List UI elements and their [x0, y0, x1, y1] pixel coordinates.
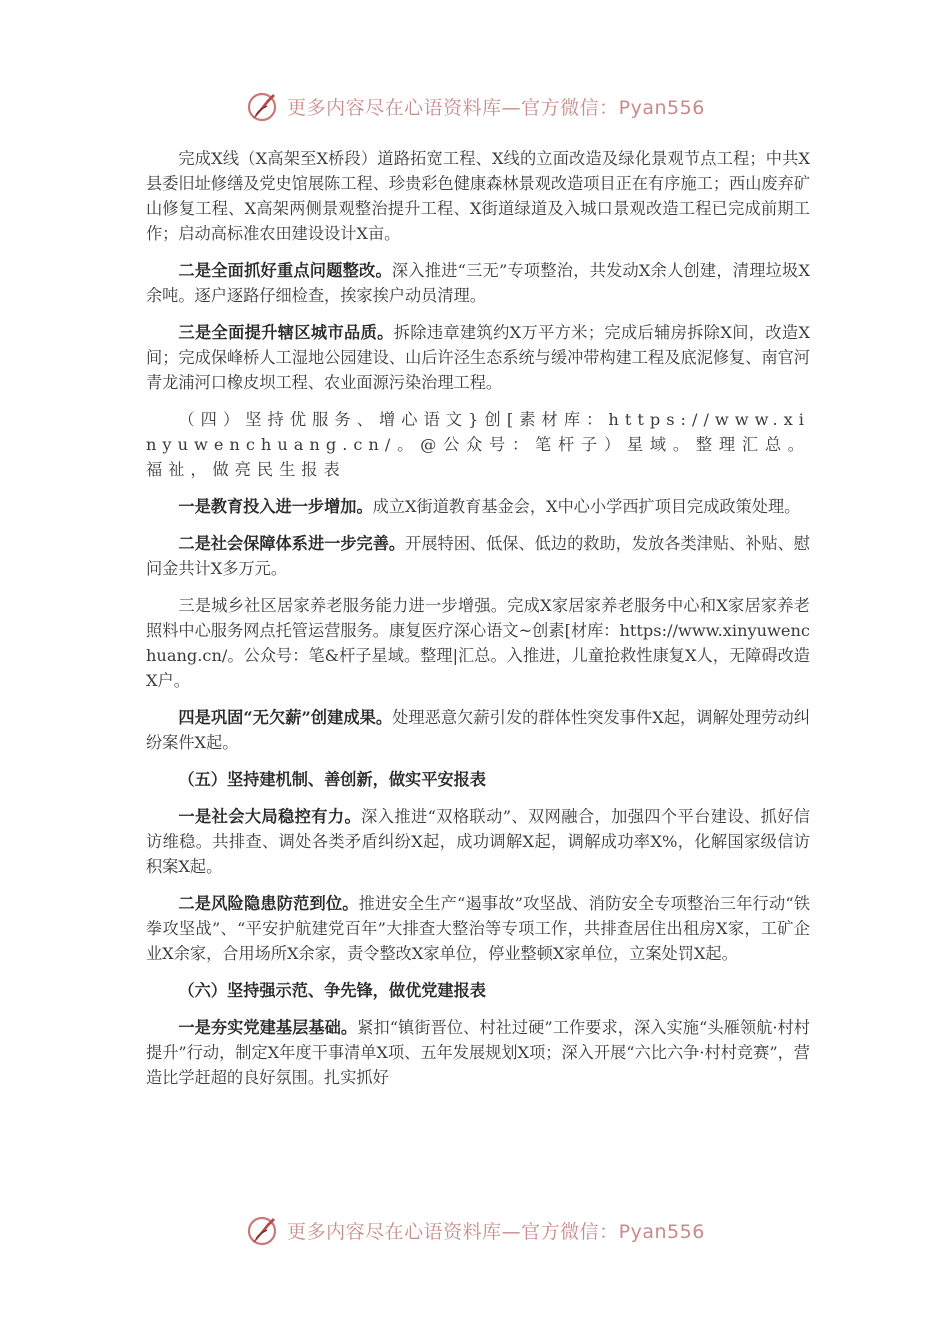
paragraph-1: 完成X线（X高架至X桥段）道路拓宽工程、X线的立面改造及绿化景观节点工程；中共X县委旧址修缮及党史馆展陈工程、珍贵彩色健康森林景观改造项目正在有序施工；西山废弃矿山修复工程、X高架两侧景观整治提升工程、X街道绿道及入城口景观改造工程已完成前期工作；启动高标准农田建设设计X亩。	[146, 149, 810, 243]
paragraph-9: 一是社会大局稳控有力。深入推进“双格联动”、双网融合，加强四个平台建设、抓好信访维稳。共排查、调处各类矛盾纠纷X起，成功调解X起，调解成功率X%，化解国家级信访积案X起。	[146, 807, 810, 876]
paragraph-11: 一是夯实党建基层基础。紧扣“镇街晋位、村社过硬”工作要求，深入实施“头雁领航·村村提升”行动，制定X年度干事清单X项、五年发展规划X项；深入开展“六比六争·村村竞赛”，营造比学赶超的良好氛围。扎实抓好	[146, 1018, 810, 1087]
banner-text: 更多内容尽在心语资料库—官方微信：Pyan556	[287, 96, 705, 119]
pen-nib-circle-icon	[245, 1212, 281, 1248]
paragraph-8: 四是巩固“无欠薪”创建成果。处理恶意欠薪引发的群体性突发事件X起，调解处理劳动纠纷案件X起。	[146, 708, 810, 752]
header-banner	[0, 84, 950, 128]
paragraph-5: 一是教育投入进一步增加。成立X街道教育基金会，X中心小学西扩项目完成政策处理。	[178, 497, 801, 516]
footer-banner	[0, 1208, 950, 1252]
section-heading-4: （四）坚持优服务、增心语文}创[素材库：https://www.xinyuwenchuang.cn/。@公众号：笔杆子）星域。整理汇总。福祉，做亮民生报表	[146, 410, 810, 479]
document-body	[146, 146, 810, 1102]
banner-text: 更多内容尽在心语资料库—官方微信：Pyan556	[287, 1220, 705, 1243]
paragraph-6: 二是社会保障体系进一步完善。开展特困、低保、低边的救助，发放各类津贴、补贴、慰问金共计X多万元。	[146, 534, 810, 578]
section-heading-6: （六）坚持强示范、争先锋，做优党建报表	[178, 981, 486, 1000]
paragraph-7: 三是城乡社区居家养老服务能力进一步增强。完成X家居家养老服务中心和X家居家养老照料中心服务网点托管运营服务。康复医疗深心语文~创素[材库：https://www.xinyuwenchuang.cn/。公众号：笔&杆子星域。整理|汇总。入推进，儿童抢救性康复X人，无障碍改造X户。	[146, 596, 810, 690]
paragraph-3: 三是全面提升辖区城市品质。拆除违章建筑约X万平方米；完成后辅房拆除X间，改造X间；完成保峰桥人工湿地公园建设、山后许泾生态系统与缓冲带构建工程及底泥修复、南官河青龙浦河口橡皮坝工程、农业面源污染治理工程。	[146, 323, 810, 392]
paragraph-2: 二是全面抓好重点问题整改。深入推进“三无”专项整治，共发动X余人创建，清理垃圾X余吨。逐户逐路仔细检查，挨家挨户动员清理。	[146, 261, 810, 305]
pen-nib-circle-icon	[245, 88, 281, 124]
paragraph-10: 二是风险隐患防范到位。推进安全生产“遏事故”攻坚战、消防安全专项整治三年行动“铁拳攻坚战”、“平安护航建党百年”大排查大整治等专项工作，共排查居住出租房X家，工矿企业X余家，合用场所X余家，责令整改X家单位，停业整顿X家单位，立案处罚X起。	[146, 894, 811, 963]
section-heading-5: （五）坚持建机制、善创新，做实平安报表	[178, 770, 486, 789]
